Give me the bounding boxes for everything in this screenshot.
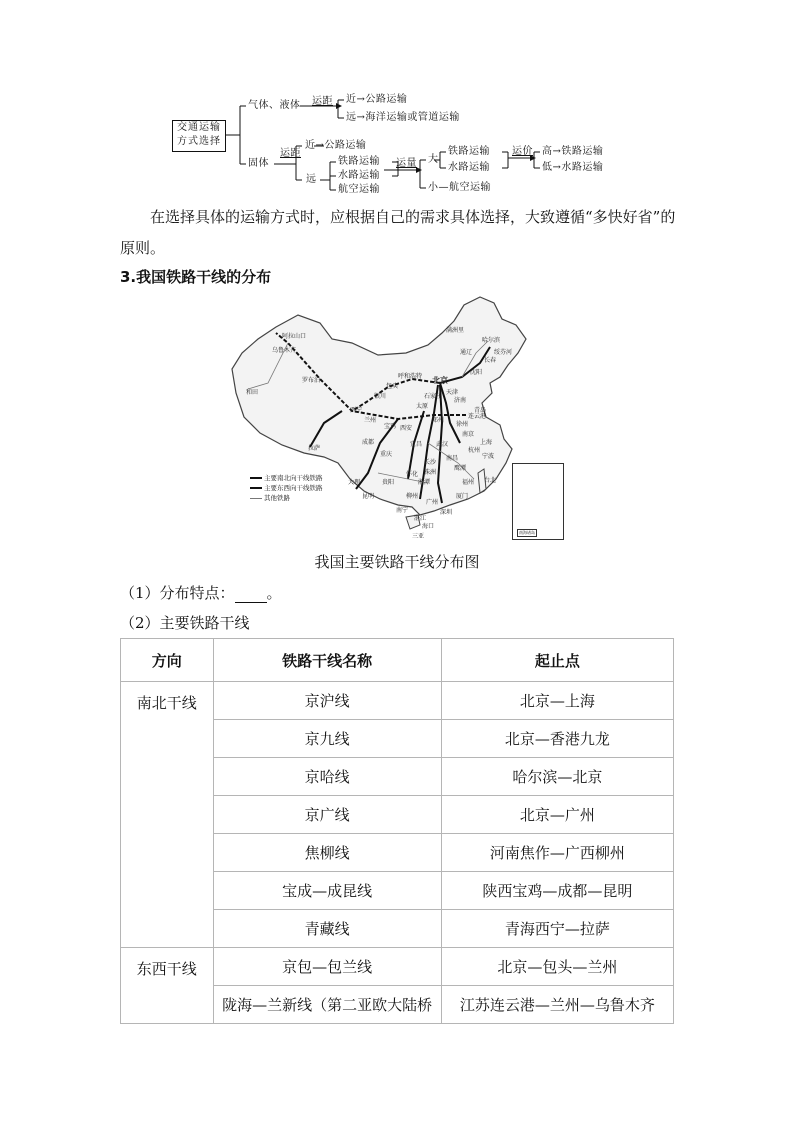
solid-label: 固体 bbox=[248, 158, 269, 169]
distance-label-1: 运距 bbox=[312, 96, 333, 107]
railway-table bbox=[120, 638, 674, 1024]
line-endpoints: 北京—上海 bbox=[441, 682, 673, 720]
water-label: 水路运输 bbox=[338, 170, 380, 181]
gas-liquid-label: 气体、液体 bbox=[248, 100, 301, 111]
city-wuhan: 武汉 bbox=[436, 441, 449, 448]
distance-label-2: 运距 bbox=[280, 148, 301, 159]
water-label-2: 水路运输 bbox=[448, 162, 490, 173]
line-name: 焦柳线 bbox=[213, 834, 441, 872]
far-ocean: 远→海洋运输或管道运输 bbox=[346, 112, 460, 123]
city-liuzhou: 柳州 bbox=[406, 493, 419, 500]
line-name: 京沪线 bbox=[213, 682, 441, 720]
city-hotan: 和田 bbox=[246, 389, 259, 396]
line-name: 陇海—兰新线（第二亚欧大陆桥 bbox=[213, 986, 441, 1024]
city-beijing: 北京 bbox=[432, 376, 448, 385]
line-endpoints: 河南焦作—广西柳州 bbox=[441, 834, 673, 872]
header-direction: 方向 bbox=[121, 639, 214, 682]
city-yinchuan: 银川 bbox=[374, 393, 387, 400]
railway-map bbox=[228, 293, 568, 545]
city-zhengzhou: 郑州 bbox=[432, 417, 445, 424]
city-harbin: 哈尔滨 bbox=[482, 337, 501, 344]
answer-blank[interactable] bbox=[235, 588, 267, 603]
city-hohhot: 呼和浩特 bbox=[398, 373, 423, 380]
city-lanzhou: 兰州 bbox=[364, 417, 377, 424]
city-hangzhou: 杭州 bbox=[468, 447, 481, 454]
table-row bbox=[121, 682, 674, 720]
direction-ns: 南北干线 bbox=[121, 682, 214, 948]
city-lhasa: 拉萨 bbox=[308, 445, 321, 452]
city-shenyang: 沈阳 bbox=[470, 369, 483, 376]
city-shijiazhuang: 石家庄 bbox=[424, 393, 443, 400]
direction-ew: 东西干线 bbox=[121, 948, 214, 1024]
air-label: 航空运输 bbox=[338, 184, 380, 195]
city-baoji: 宝鸡 bbox=[384, 423, 397, 430]
transport-choice-diagram bbox=[150, 90, 710, 200]
diagram-root-box bbox=[172, 120, 226, 152]
city-taipei: 台北 bbox=[484, 477, 497, 484]
city-fuzhou: 福州 bbox=[462, 479, 475, 486]
city-haikou: 海口 bbox=[422, 523, 435, 530]
line-endpoints: 青海西宁—拉萨 bbox=[441, 910, 673, 948]
city-alashankou: 阿拉山口 bbox=[282, 333, 307, 340]
rail-label-2: 铁路运输 bbox=[448, 146, 490, 157]
header-line-name: 铁路干线名称 bbox=[213, 639, 441, 682]
legend-swatch-ns bbox=[250, 477, 262, 479]
city-jinan: 济南 bbox=[454, 397, 467, 404]
city-xian: 西安 bbox=[400, 425, 413, 432]
line-name: 京广线 bbox=[213, 796, 441, 834]
rail-label: 铁路运输 bbox=[338, 156, 380, 167]
header-endpoints: 起止点 bbox=[441, 639, 673, 682]
legend-other: 其他铁路 bbox=[264, 494, 290, 502]
city-tianjin: 天津 bbox=[446, 389, 459, 396]
city-dali: 大理 bbox=[348, 479, 361, 486]
table-row bbox=[121, 948, 674, 986]
city-chengdu: 成都 bbox=[362, 439, 375, 446]
volume-label: 运量 bbox=[396, 158, 417, 169]
city-taiyuan: 太原 bbox=[416, 403, 429, 410]
line-name: 京哈线 bbox=[213, 758, 441, 796]
city-xining: 西宁 bbox=[350, 407, 363, 414]
legend-ns: 主要南北向干线铁路 bbox=[264, 474, 323, 482]
city-shenzhen: 深圳 bbox=[440, 509, 453, 516]
high-rail: 高→铁路运输 bbox=[542, 146, 604, 157]
city-lianyungang: 连云港 bbox=[468, 413, 487, 420]
far-label: 远 bbox=[306, 174, 317, 185]
city-nanning: 南宁 bbox=[396, 507, 409, 514]
legend-swatch-other bbox=[250, 498, 262, 499]
legend-ew: 主要东西向干线铁路 bbox=[264, 484, 323, 492]
line-endpoints: 哈尔滨—北京 bbox=[441, 758, 673, 796]
near-road-2: 近→公路运输 bbox=[305, 140, 367, 151]
line-endpoints: 江苏连云港—兰州—乌鲁木齐 bbox=[441, 986, 673, 1024]
low-water: 低→水路运输 bbox=[542, 162, 604, 173]
south-china-sea-inset bbox=[512, 463, 564, 540]
inset-label: 南海诸岛 bbox=[519, 530, 535, 535]
city-urumqi: 乌鲁木齐 bbox=[272, 347, 297, 354]
line-name: 京包—包兰线 bbox=[213, 948, 441, 986]
line-endpoints: 北京—包头—兰州 bbox=[441, 948, 673, 986]
city-baotou: 包头 bbox=[386, 383, 399, 390]
question-2: （2）主要铁路干线 bbox=[120, 614, 250, 632]
question-1 bbox=[120, 582, 282, 603]
city-sanya: 三亚 bbox=[412, 533, 425, 540]
city-zhanjiang: 湛江 bbox=[414, 515, 427, 522]
city-xiangtan: 湘潭 bbox=[418, 479, 431, 486]
line-endpoints: 北京—香港九龙 bbox=[441, 720, 673, 758]
question-1-end: 。 bbox=[266, 584, 282, 602]
city-ningbo: 宁波 bbox=[482, 453, 495, 460]
city-kunming: 昆明 bbox=[362, 493, 375, 500]
city-shanghai: 上海 bbox=[480, 439, 493, 446]
line-endpoints: 陕西宝鸡—成都—昆明 bbox=[441, 872, 673, 910]
city-chongqing: 重庆 bbox=[380, 451, 393, 458]
price-label: 运价 bbox=[512, 146, 533, 157]
city-changchun: 长春 bbox=[484, 357, 497, 364]
big-label: 大 bbox=[428, 154, 439, 165]
question-1-text: （1）分布特点： bbox=[120, 584, 235, 602]
table-header-row bbox=[121, 639, 674, 682]
city-zhuzhou: 株洲 bbox=[424, 469, 437, 476]
line-name: 青藏线 bbox=[213, 910, 441, 948]
city-guiyang: 贵阳 bbox=[382, 479, 395, 486]
city-xiamen: 厦门 bbox=[456, 493, 469, 500]
line-endpoints: 北京—广州 bbox=[441, 796, 673, 834]
city-yingtan: 鹰潭 bbox=[454, 465, 467, 472]
city-qingdao: 青岛 bbox=[474, 407, 487, 414]
small-air: 小—航空运输 bbox=[428, 182, 491, 193]
city-guangzhou: 广州 bbox=[426, 499, 439, 506]
root-line-2: 方式选择 bbox=[177, 136, 221, 147]
line-name: 京九线 bbox=[213, 720, 441, 758]
city-changsha: 长沙 bbox=[424, 459, 437, 466]
city-nanchang: 南昌 bbox=[446, 455, 459, 462]
line-name: 宝成—成昆线 bbox=[213, 872, 441, 910]
city-tongliao: 通辽 bbox=[460, 349, 473, 356]
section-heading: 3.我国铁路干线的分布 bbox=[120, 268, 272, 286]
map-legend bbox=[250, 473, 323, 503]
city-nanjing: 南京 bbox=[462, 431, 475, 438]
city-xuzhou: 徐州 bbox=[456, 421, 469, 428]
city-yichang: 宜昌 bbox=[410, 441, 423, 448]
city-lop: 罗布泊 bbox=[302, 377, 321, 384]
map-caption: 我国主要铁路干线分布图 bbox=[314, 553, 480, 571]
city-manzhouli: 满洲里 bbox=[446, 327, 465, 334]
legend-swatch-ew bbox=[250, 487, 262, 489]
city-huaihua: 怀化 bbox=[406, 471, 419, 478]
near-road-1: 近→公路运输 bbox=[346, 94, 408, 105]
intro-paragraph: 在选择具体的运输方式时，应根据自己的需求具体选择，大致遵循“多快好省”的原则。 bbox=[120, 208, 676, 257]
city-suifenhe: 绥芬河 bbox=[494, 349, 513, 356]
root-line-1: 交通运输 bbox=[177, 122, 221, 133]
